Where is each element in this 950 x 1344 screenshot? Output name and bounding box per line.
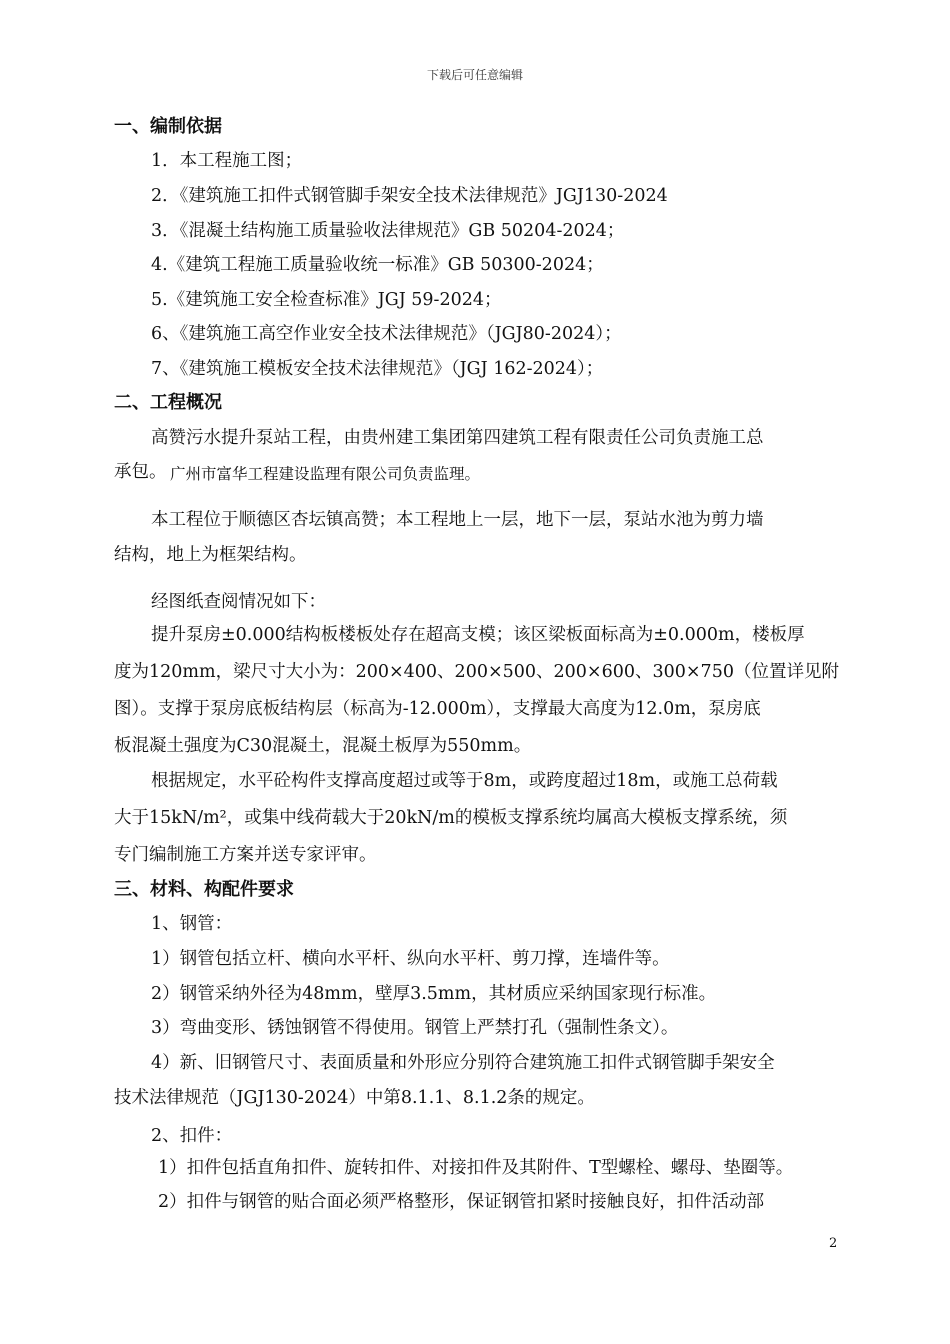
text-line: 7、《建筑施工模板安全技术法律规范》（JGJ 162-2024）； (151, 359, 604, 379)
text-line: 本工程位于顺德区杏坛镇高赞；本工程地上一层，地下一层，泵站水池为剪力墙 (151, 510, 764, 530)
text-line: 大于15kN/m²，或集中线荷载大于20kN/m的模板支撑系统均属高大模板支撑系统，须 (114, 808, 788, 828)
text-line: 3．《混凝土结构施工质量验收法律规范》GB 50204-2024； (151, 221, 625, 241)
section-heading: 三、材料、构配件要求 (114, 879, 294, 900)
page-number: 2 (829, 1236, 838, 1251)
text-line: 经图纸查阅情况如下： (151, 592, 326, 612)
section-heading: 一、编制依据 (114, 116, 222, 137)
text-line: 度为120mm，梁尺寸大小为：200×400、200×500、200×600、300×750（位置详见附 (114, 662, 839, 682)
text-line: 4）新、旧钢管尺寸、表面质量和外形应分别符合建筑施工扣件式钢管脚手架安全 (151, 1053, 775, 1073)
text-line: 2）扣件与钢管的贴合面必须严格整形，保证钢管扣紧时接触良好，扣件活动部 (158, 1192, 765, 1212)
text-line: 4.《建筑工程施工质量验收统一标准》GB 50300-2024； (151, 255, 604, 275)
text-line: 1）扣件包括直角扣件、旋转扣件、对接扣件及其附件、T型螺栓、螺母、垫圈等。 (158, 1158, 794, 1178)
text-line: 5.《建筑施工安全检查标准》JGJ 59-2024； (151, 290, 502, 310)
text-line: 1、钢管： (151, 914, 233, 934)
text-line: 承包。 (114, 462, 167, 482)
text-line: 6、《建筑施工高空作业安全技术法律规范》（JGJ80-2024）； (151, 324, 622, 344)
text-line: 高赞污水提升泵站工程，由贵州建工集团第四建筑工程有限责任公司负责施工总 (151, 428, 764, 448)
text-line: 图）。支撑于泵房底板结构层（标高为-12.000m），支撑最大高度为12.0m，泵房底 (114, 699, 761, 719)
text-line: 结构，地上为框架结构。 (114, 545, 307, 565)
section-heading: 二、工程概况 (114, 392, 222, 413)
text-line: 板混凝土强度为C30混凝土，混凝土板厚为550mm。 (114, 736, 532, 756)
text-line: 专门编制施工方案并送专家评审。 (114, 845, 377, 865)
text-line: 根据规定，水平砼构件支撑高度超过或等于8m，或跨度超过18m，或施工总荷载 (151, 771, 778, 791)
text-line: 1．本工程施工图； (151, 151, 303, 171)
text-line: 3）弯曲变形、锈蚀钢管不得使用。钢管上严禁打孔（强制性条文）。 (151, 1018, 679, 1038)
text-line: 提升泵房±0.000结构板楼板处存在超高支模；该区梁板面标高为±0.000m，楼板厚 (151, 625, 805, 645)
text-line: 技术法律规范（JGJ130-2024）中第8.1.1、8.1.2条的规定。 (114, 1088, 595, 1108)
text-line: 1）钢管包括立杆、横向水平杆、纵向水平杆、剪刀撑，连墙件等。 (151, 949, 670, 969)
text-line: 2）钢管采纳外径为48mm，壁厚3.5mm，其材质应采纳国家现行标准。 (151, 984, 717, 1004)
text-line: 2、扣件： (151, 1126, 233, 1146)
text-line: 广州市富华工程建设监理有限公司负责监理。 (170, 465, 481, 483)
page-header: 下载后可任意编辑 (426, 68, 523, 82)
text-line: 2．《建筑施工扣件式钢管脚手架安全技术法律规范》JGJ130-2024 (151, 186, 668, 206)
